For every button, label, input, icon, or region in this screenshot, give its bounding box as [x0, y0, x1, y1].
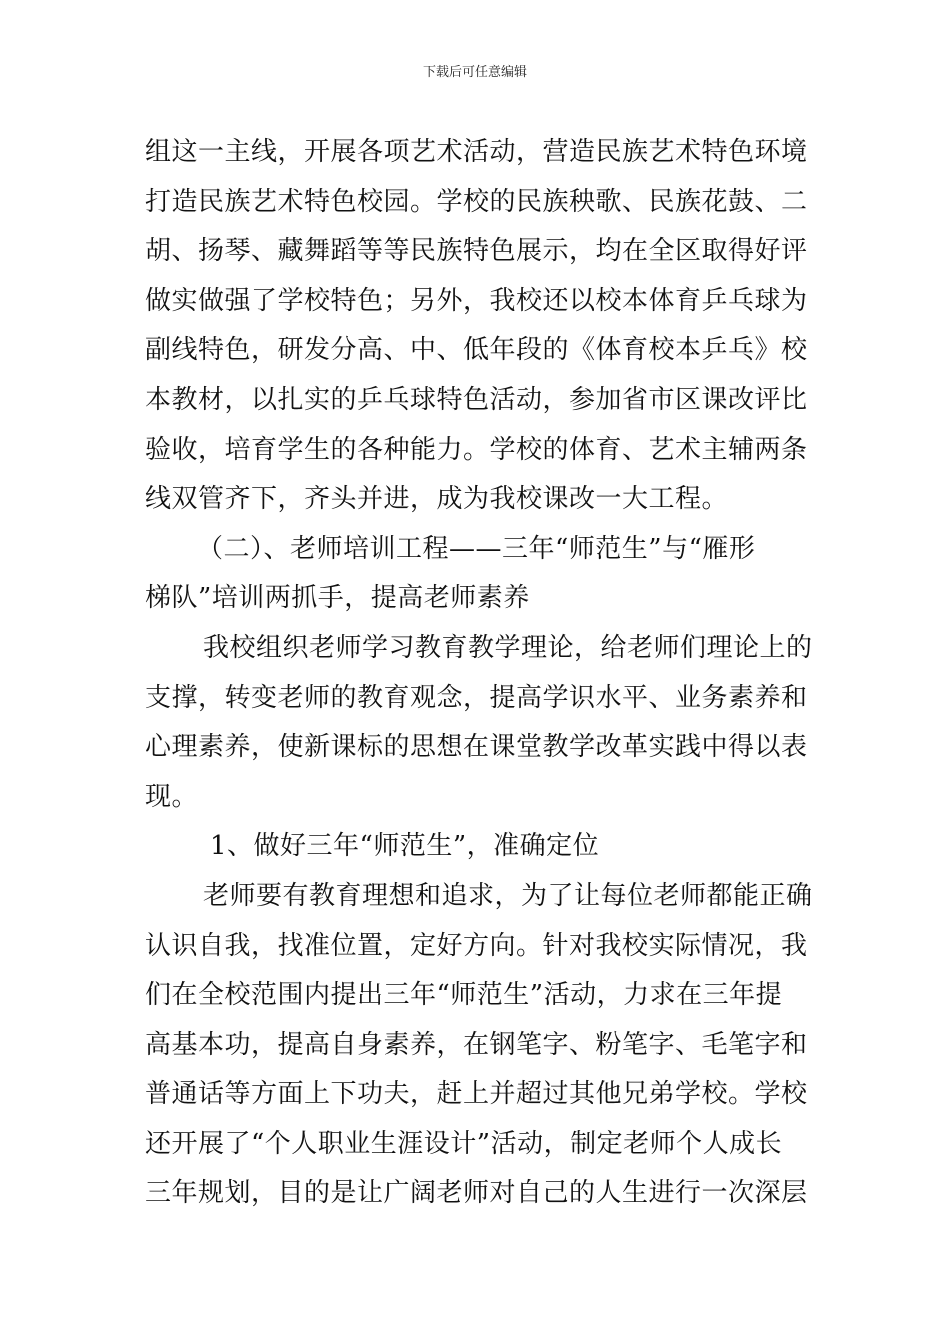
body-line: 打造民族艺术特色校园。学校的民族秧歌、民族花鼓、二	[145, 186, 808, 217]
body-line: 副线特色，研发分高、中、低年段的《体育校本乒乓》校	[145, 335, 808, 366]
body-line: 老师要有教育理想和追求，为了让每位老师都能正确	[203, 880, 813, 911]
body-line: 现。	[145, 781, 199, 812]
body-line: 三年规划，目的是让广阔老师对自己的人生进行一次深层	[145, 1178, 808, 1209]
body-line: 验收，培育学生的各种能力。学校的体育、艺术主辅两条	[145, 434, 808, 465]
body-line: 做实做强了学校特色；另外，我校还以校本体育乒乓球为	[145, 285, 808, 316]
body-line: 普通话等方面上下功夫，赶上并超过其他兄弟学校。学校	[145, 1079, 808, 1110]
body-line: （二）、老师培训工程——三年“师范生”与“雁形	[197, 533, 756, 564]
body-line: 线双管齐下，齐头并进，成为我校课改一大工程。	[145, 484, 729, 515]
body-line: 本教材，以扎实的乒乓球特色活动，参加省市区课改评比	[145, 384, 808, 415]
document-body	[145, 128, 815, 1219]
body-line: 高基本功，提高自身素养，在钢笔字、粉笔字、毛笔字和	[145, 1029, 808, 1060]
page-header: 下载后可任意编辑	[422, 65, 527, 80]
body-line: 认识自我，找准位置，定好方向。针对我校实际情况，我	[145, 930, 808, 961]
body-line: 支撑，转变老师的教育观念，提高学识水平、业务素养和	[145, 682, 808, 713]
body-line: 们在全校范围内提出三年“师范生”活动，力求在三年提	[145, 980, 783, 1011]
body-line: 我校组织老师学习教育教学理论，给老师们理论上的	[203, 632, 813, 663]
body-line: 还开展了“个人职业生涯设计”活动，制定老师个人成长	[145, 1128, 783, 1159]
body-line: 胡、扬琴、藏舞蹈等等民族特色展示，均在全区取得好评	[145, 236, 808, 267]
body-line: 组这一主线，开展各项艺术活动，营造民族艺术特色环境	[145, 137, 808, 167]
body-line: 心理素养，使新课标的思想在课堂教学改革实践中得以表	[145, 732, 808, 763]
body-line: 1、做好三年“师范生”，准确定位	[210, 831, 600, 862]
body-line: 梯队”培训两抓手，提高老师素养	[145, 583, 530, 614]
